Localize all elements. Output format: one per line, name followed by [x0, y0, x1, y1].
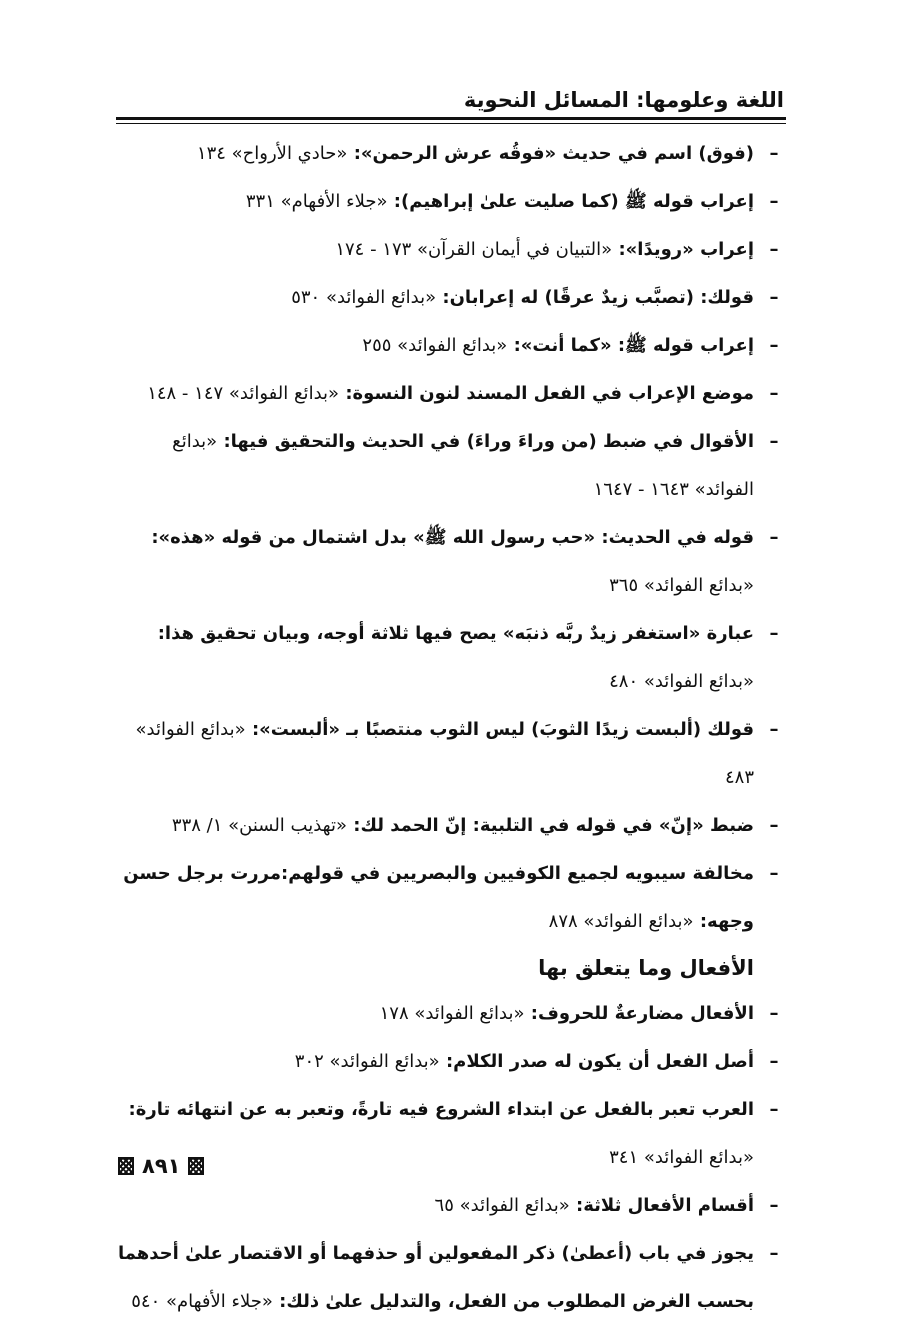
entry-list	[114, 130, 784, 946]
bullet-dash-icon: –	[769, 623, 779, 644]
bullet-dash-icon: –	[769, 1003, 779, 1024]
bullet-dash-icon: –	[769, 431, 779, 452]
bullet-dash-icon: –	[769, 239, 779, 260]
bullet-dash-icon: –	[769, 719, 779, 740]
index-entry	[114, 1038, 784, 1086]
bullet-dash-icon: –	[769, 1051, 779, 1072]
entry-text: إعراب قوله ﷺ (كما صليت علىٰ إبراهيم):	[393, 191, 754, 212]
ornament-icon	[188, 1157, 204, 1175]
entry-text: قولك: (تصبَّب زيدٌ عرقًا) له إعرابان:	[442, 287, 754, 308]
entry-source: «بدائع الفوائد» ١٦٤٣ - ١٦٤٧	[172, 431, 754, 500]
entry-source: «بدائع الفوائد» ٤٨٠	[609, 671, 754, 692]
entry-text: ضبط «إنّ» في قوله في التلبية: إنّ الحمد لك:	[353, 815, 754, 836]
entry-source: «بدائع الفوائد» ٤٨٣	[135, 719, 754, 788]
bullet-dash-icon: –	[769, 143, 779, 164]
entry-text: مخالفة سيبويه لجميع الكوفيين والبصريين في قولهم:مررت برجل حسن وجهه:	[123, 863, 754, 932]
index-entry	[114, 370, 784, 418]
bullet-dash-icon: –	[769, 383, 779, 404]
entry-source: «بدائع الفوائد» ٥٣٠	[291, 287, 437, 308]
section-entry-list	[114, 990, 784, 1326]
index-entry	[114, 802, 784, 850]
entry-source: «جلاء الأفهام» ٥٤٠	[131, 1291, 273, 1312]
section-heading: الأفعال وما يتعلق بها	[538, 956, 754, 980]
entry-text: الأقوال في ضبط (من وراءَ وراءَ) في الحديث والتحقيق فيها:	[223, 431, 754, 452]
entry-text: موضع الإعراب في الفعل المسند لنون النسوة:	[345, 383, 754, 404]
index-entry	[114, 610, 784, 706]
entry-source: «بدائع الفوائد» ٣٠٢	[294, 1051, 440, 1072]
entry-text: عبارة «استغفر زيدٌ ربَّه ذنبَه» يصح فيها ثلاثة أوجه، وبيان تحقيق هذا:	[157, 623, 754, 644]
bullet-dash-icon: –	[769, 287, 779, 308]
entry-text: قوله في الحديث: «حب رسول الله ﷺ» بدل اشتمال من قوله «هذه»:	[151, 527, 754, 548]
index-entry	[114, 322, 784, 370]
entry-text: أقسام الأفعال ثلاثة:	[576, 1195, 754, 1216]
bullet-dash-icon: –	[769, 191, 779, 212]
bullet-dash-icon: –	[769, 815, 779, 836]
index-entries	[114, 130, 784, 1326]
index-entry	[114, 130, 784, 178]
index-entry	[114, 418, 784, 514]
ornament-icon	[118, 1157, 134, 1175]
entry-source: «بدائع الفوائد» ٣٤١	[609, 1147, 754, 1168]
entry-source: «بدائع الفوائد» ١٧٨	[379, 1003, 525, 1024]
index-entry	[114, 226, 784, 274]
index-entry	[114, 990, 784, 1038]
index-entry	[114, 274, 784, 322]
bullet-dash-icon: –	[769, 1099, 779, 1120]
entry-text: قولك (ألبست زيدًا الثوبَ) ليس الثوب منتصبًا بـ «ألبست»:	[251, 719, 754, 740]
index-entry	[114, 1086, 784, 1182]
index-entry	[114, 850, 784, 946]
entry-source: «بدائع الفوائد» ١٤٧ - ١٤٨	[147, 383, 340, 404]
index-entry	[114, 178, 784, 226]
page-number: ٨٩١	[142, 1154, 181, 1178]
header-rule	[116, 117, 786, 124]
page-footer	[118, 1154, 204, 1178]
bullet-dash-icon: –	[769, 335, 779, 356]
entry-source: «بدائع الفوائد» ٢٥٥	[362, 335, 508, 356]
entry-text: إعراب قوله ﷺ: «كما أنت»:	[513, 335, 754, 356]
bullet-dash-icon: –	[769, 863, 779, 884]
entry-text: العرب تعبر بالفعل عن ابتداء الشروع فيه تارةً، وتعبر به عن انتهائه تارة:	[128, 1099, 754, 1120]
index-entry	[114, 514, 784, 610]
entry-text: يجوز في باب (أعطىٰ) ذكر المفعولين أو حذفهما أو الاقتصار علىٰ أحدهما بحسب الغرض المطلوب من الفعل، والتدليل علىٰ ذلك:	[117, 1243, 754, 1312]
entry-source: «حادي الأرواح» ١٣٤	[196, 143, 348, 164]
entry-text: أصل الفعل أن يكون له صدر الكلام:	[445, 1051, 754, 1072]
entry-source: «جلاء الأفهام» ٣٣١	[245, 191, 388, 212]
entry-source: «بدائع الفوائد» ٦٥	[434, 1195, 570, 1216]
bullet-dash-icon: –	[769, 1195, 779, 1216]
index-entry	[114, 1230, 784, 1326]
bullet-dash-icon: –	[769, 1243, 779, 1264]
bullet-dash-icon: –	[769, 527, 779, 548]
entry-source: «بدائع الفوائد» ٨٧٨	[548, 911, 694, 932]
entry-source: «التبيان في أيمان القرآن» ١٧٣ - ١٧٤	[335, 239, 613, 260]
running-header: اللغة وعلومها: المسائل النحوية	[463, 88, 784, 112]
index-entry	[114, 706, 784, 802]
entry-text: (فوق) اسم في حديث «فوقُه عرش الرحمن»:	[353, 143, 754, 164]
index-entry	[114, 1182, 784, 1230]
entry-source: «بدائع الفوائد» ٣٦٥	[609, 575, 754, 596]
entry-source: «تهذيب السنن» ١/ ٣٣٨	[171, 815, 347, 836]
entry-text: إعراب «رويدًا»:	[618, 239, 754, 260]
entry-text: الأفعال مضارعةٌ للحروف:	[530, 1003, 754, 1024]
